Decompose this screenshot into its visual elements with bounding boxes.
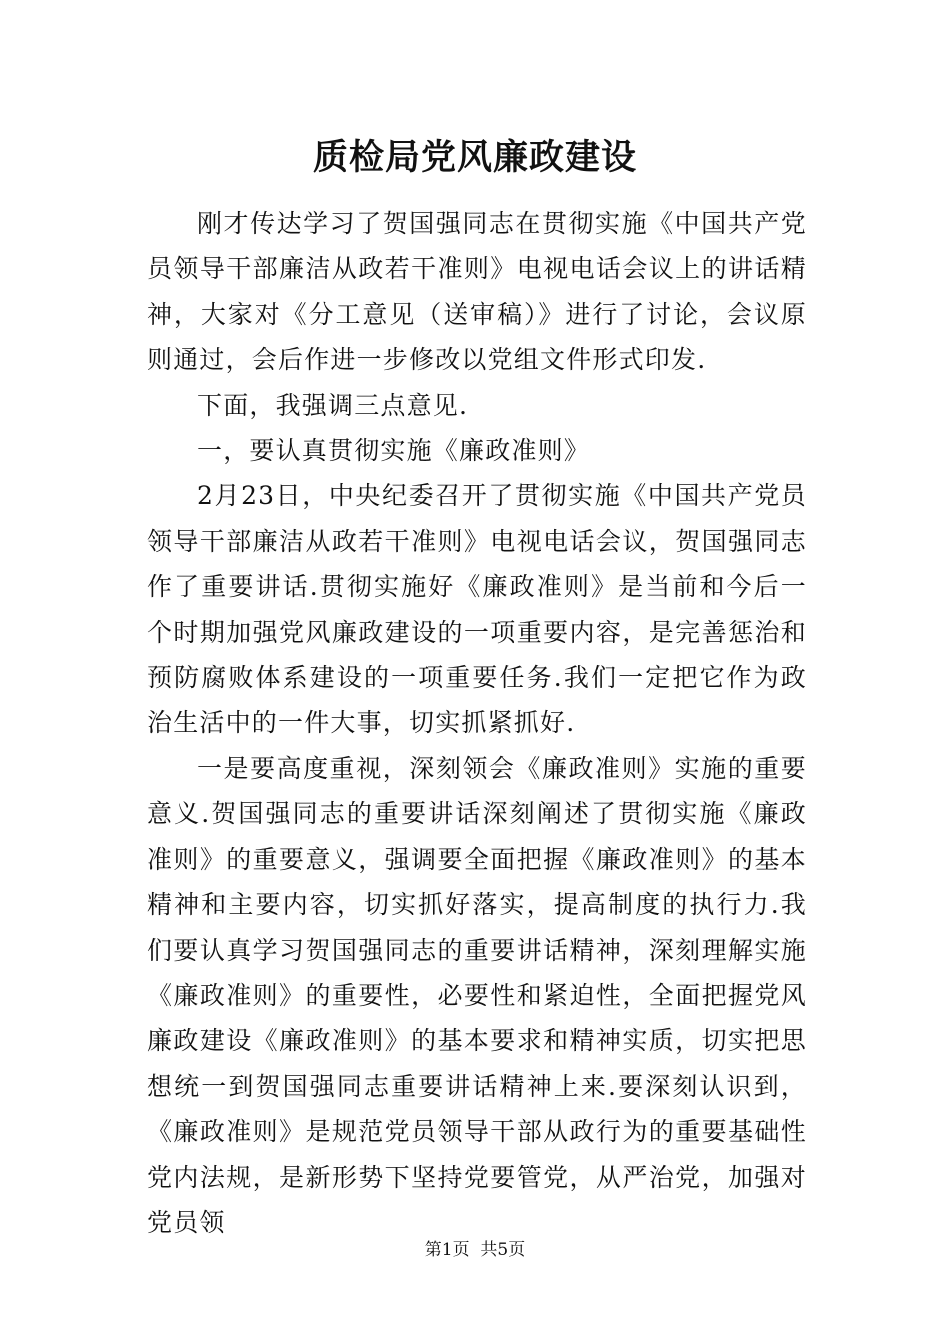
paragraph-transition: 下面，我强调三点意见. bbox=[197, 390, 469, 420]
paragraph-meeting: 2月23日，中央纪委召开了贯彻实施《中国共产党员领导干部廉洁从政若干准则》电视电话会议，贺国强同志作了重要讲话.贯彻实施好《廉政准则》是当前和今后一个时期加强党风廉政建设的一项重要内容，是完善惩治和预防腐败体系建设的一项重要任务.我们一定把它作为政治生活中的一件大事，切实抓紧抓好. bbox=[147, 481, 807, 738]
paragraph-point-1: 一是要高度重视，深刻领会《廉政准则》实施的重要意义.贺国强同志的重要讲话深刻阐述了贯彻实施《廉政准则》的重要意义，强调要全面把握《廉政准则》的基本精神和主要内容，切实抓好落实，提高制度的执行力.我们要认真学习贺国强同志的重要讲话精神，深刻理解实施《廉政准则》的重要性，必要性和紧迫性，全面把握党风廉政建设《廉政准则》的基本要求和精神实质，切实把思想统一到贺国强同志重要讲话精神上来.要深刻认识到，《廉政准则》是规范党员领导干部从政行为的重要基础性党内法规，是新形势下坚持党要管党，从严治党，加强对党员领 bbox=[147, 753, 807, 1237]
page-number: 第1页 共5页 bbox=[424, 1240, 526, 1260]
document-body bbox=[147, 201, 807, 1245]
paragraph-intro: 刚才传达学习了贺国强同志在贯彻实施《中国共产党员领导干部廉洁从政若干准则》电视电话会议上的讲话精神，大家对《分工意见（送审稿）》进行了讨论，会议原则通过，会后作进一步修改以党组文件形式印发. bbox=[147, 209, 807, 375]
page-footer bbox=[0, 1238, 950, 1262]
document-title: 质检局党风廉政建设 bbox=[312, 137, 637, 178]
section-heading-1: 一，要认真贯彻实施《廉政准则》 bbox=[197, 436, 591, 466]
